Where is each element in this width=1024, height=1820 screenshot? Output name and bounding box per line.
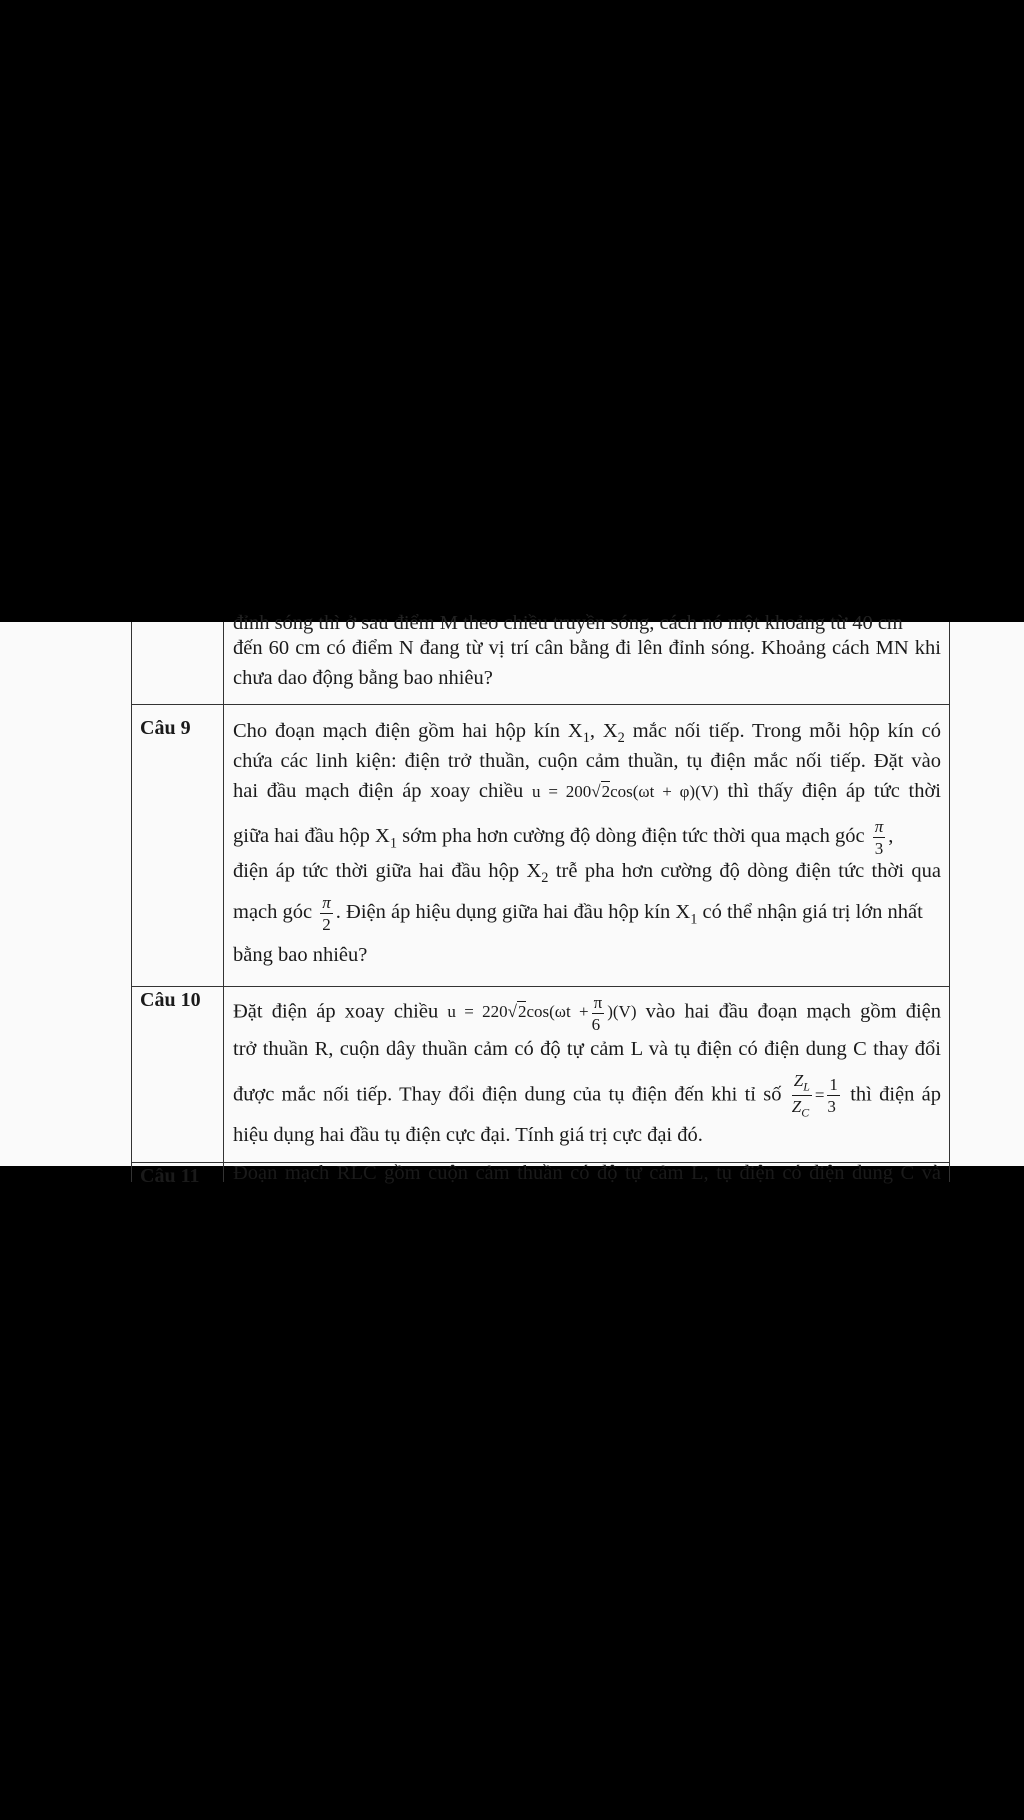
question-9-label: Câu 9 <box>140 717 191 739</box>
q9-line-1: Cho đoạn mạch điện gồm hai hộp kín $X_1$, $X_2$ mắc nối tiếp. Trong mỗi hộp kín có <box>233 720 941 747</box>
q10-line-1: Đặt điện áp xoay chiều u = 220√2cos(ωt + $\frac{\pi}{6}$ )(V) vào hai đầu đoạn mạch gồm điện <box>233 993 942 1034</box>
q9-formula: u = 200√2cos(ωt + φ)(V) <box>531 782 719 801</box>
zl-over-zc-fraction: $\frac{Z_L}{Z_C}$ <box>791 1071 810 1120</box>
document-page <box>0 612 1024 1187</box>
q10-formula: u = 220√2cos(ωt + $\frac{\pi}{6}$ )(V) <box>447 993 637 1034</box>
column-divider <box>223 622 224 1182</box>
pi-over-2-fraction: $\frac{\pi}{2}$ <box>322 893 331 934</box>
q9-line-3: hai đầu mạch điện áp xoay chiều u = 200√2cos(ωt + φ)(V) thì thấy điện áp tức thời <box>233 780 942 802</box>
row-divider <box>132 704 949 705</box>
q10-line-3: được mắc nối tiếp. Thay đổi điện dung của tụ điện đến khi tỉ số $\frac{Z_L}{Z_C}$ = $\frac{1}{3}$ thì điện áp <box>233 1071 941 1120</box>
q11-line-1: Đoạn mạch RLC gồm cuộn cảm thuần có độ tự cảm L, tụ điện có điện dung C và <box>233 1162 941 1184</box>
prev-question-line: đến 60 cm có điểm N đang từ vị trí cân bằng đi lên đỉnh sóng. Khoảng cách MN khi <box>233 637 941 659</box>
q9-line-2: chứa các linh kiện: điện trở thuần, cuộn cảm thuần, tụ điện mắc nối tiếp. Đặt vào <box>233 750 941 772</box>
question-11-label: Câu 11 <box>140 1165 200 1187</box>
q10-line-4: hiệu dụng hai đầu tụ điện cực đại. Tính giá trị cực đại đó. <box>233 1124 703 1146</box>
pi-over-3-fraction: $\frac{\pi}{3}$ <box>874 817 884 858</box>
q9-line-7: bằng bao nhiêu? <box>233 944 368 966</box>
cut-off-line: đỉnh sóng thì ở sau điểm M theo chiều truyền sóng, cách nó một khoảng từ 40 cm <box>233 612 903 634</box>
pi-over-6-fraction: $\frac{\pi}{6}$ <box>591 993 603 1034</box>
q10-line-2: trở thuần R, cuộn dây thuần cảm có độ tự cảm L và tụ điện có điện dung C thay đổi <box>233 1038 941 1060</box>
q9-line-5: điện áp tức thời giữa hai đầu hộp $X_2$ trễ pha hơn cường độ dòng điện tức thời qua <box>233 860 941 887</box>
q9-line-4: giữa hai đầu hộp $X_1$ sớm pha hơn cường độ dòng điện tức thời qua mạch góc $\frac{\pi}{3}$ , <box>233 817 894 858</box>
one-third-fraction: $\frac{1}{3}$ <box>827 1075 838 1117</box>
prev-question-line: chưa dao động bằng bao nhiêu? <box>233 667 493 689</box>
q9-line-6: mạch góc $\frac{\pi}{2}$ . Điện áp hiệu dụng giữa hai đầu hộp kín $X_1$ có thể nhận giá trị lớn nhất <box>233 893 923 934</box>
question-10-label: Câu 10 <box>140 989 201 1011</box>
row-divider <box>132 986 949 987</box>
question-table <box>131 612 950 1187</box>
